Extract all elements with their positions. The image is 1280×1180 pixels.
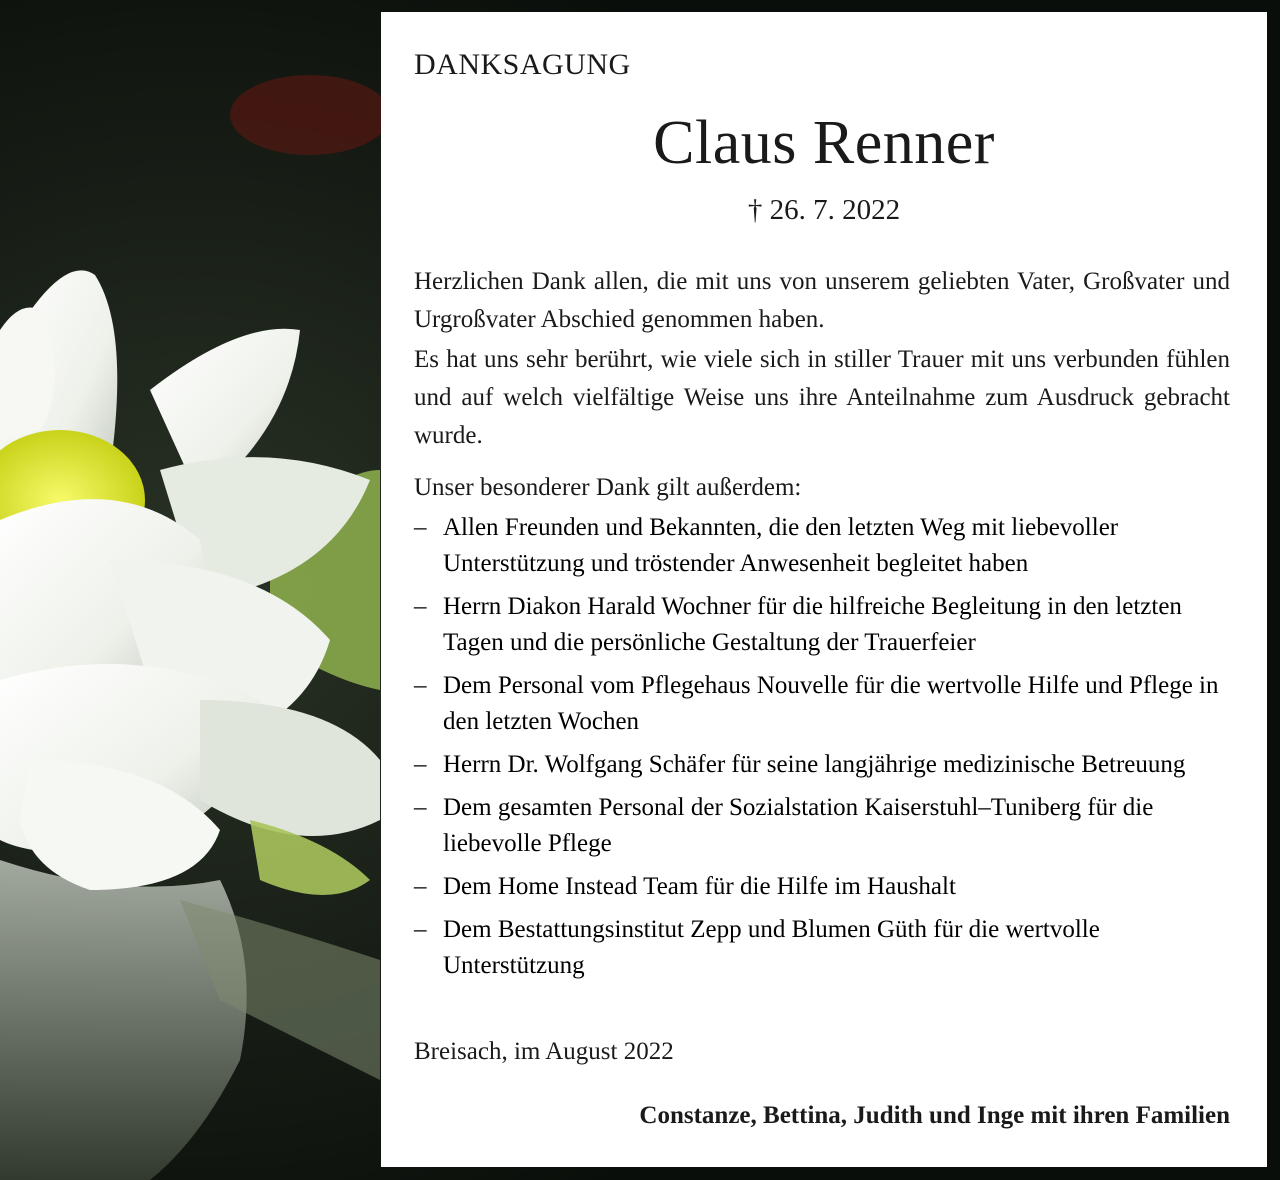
heading: DANKSAGUNG (414, 48, 631, 81)
list-item-text: Dem Personal vom Pflegehaus Nouvelle für die wertvolle Hilfe und Pflege in den letzten Wochen (443, 672, 1219, 735)
list-item (414, 790, 1244, 862)
list-item-text: Dem gesamten Personal der Sozialstation Kaiserstuhl–Tuniberg für die liebevolle Pflege (443, 794, 1154, 857)
deceased-name: Claus Renner (653, 109, 995, 177)
list-item (414, 510, 1244, 582)
bullet-dash: – (414, 751, 427, 778)
bullet-dash: – (414, 873, 427, 900)
list-item (414, 869, 1244, 905)
thanks-list (414, 510, 1244, 991)
bullet-dash: – (414, 916, 427, 943)
list-item (414, 912, 1244, 984)
list-item-text: Herrn Diakon Harald Wochner für die hilfreiche Begleitung in den letzten Tagen und die persönliche Gestaltung der Trauerfeier (443, 593, 1182, 656)
red-lily-pad (230, 75, 390, 155)
thanks-paragraph-2: Es hat uns sehr berührt, wie viele sich in stiller Trauer mit uns verbunden fühlen und auf welch vielfältige Weise uns ihre Anteilnahme zum Ausdruck gebracht wurde. (414, 346, 1230, 449)
thanks-paragraph-1: Herzlichen Dank allen, die mit uns von unserem geliebten Vater, Großvater und Urgroßvater Abschied genommen haben. (414, 268, 1230, 333)
thanks-intro: Unser besonderer Dank gilt außerdem: (414, 474, 802, 501)
list-item-text: Dem Bestattungsinstitut Zepp und Blumen Güth für die wertvolle Unterstützung (443, 916, 1100, 979)
bullet-dash: – (414, 514, 427, 541)
list-item-text: Dem Home Instead Team für die Hilfe im Haushalt (443, 873, 956, 900)
bullet-dash: – (414, 593, 427, 620)
list-item-text: Herrn Dr. Wolfgang Schäfer für seine langjährige medizinische Betreuung (443, 751, 1186, 778)
bullet-dash: – (414, 672, 427, 699)
list-item (414, 668, 1244, 740)
signature: Constanze, Bettina, Judith und Inge mit ihren Familien (639, 1102, 1230, 1129)
list-item (414, 589, 1244, 661)
bullet-dash: – (414, 794, 427, 821)
place-date: Breisach, im August 2022 (414, 1038, 674, 1065)
list-item (414, 747, 1244, 783)
list-item-text: Allen Freunden und Bekannten, die den letzten Weg mit liebevoller Unterstützung und tröstender Anwesenheit begleitet haben (443, 514, 1119, 577)
obituary-notice (381, 12, 1267, 1167)
death-date: † 26. 7. 2022 (747, 194, 901, 226)
